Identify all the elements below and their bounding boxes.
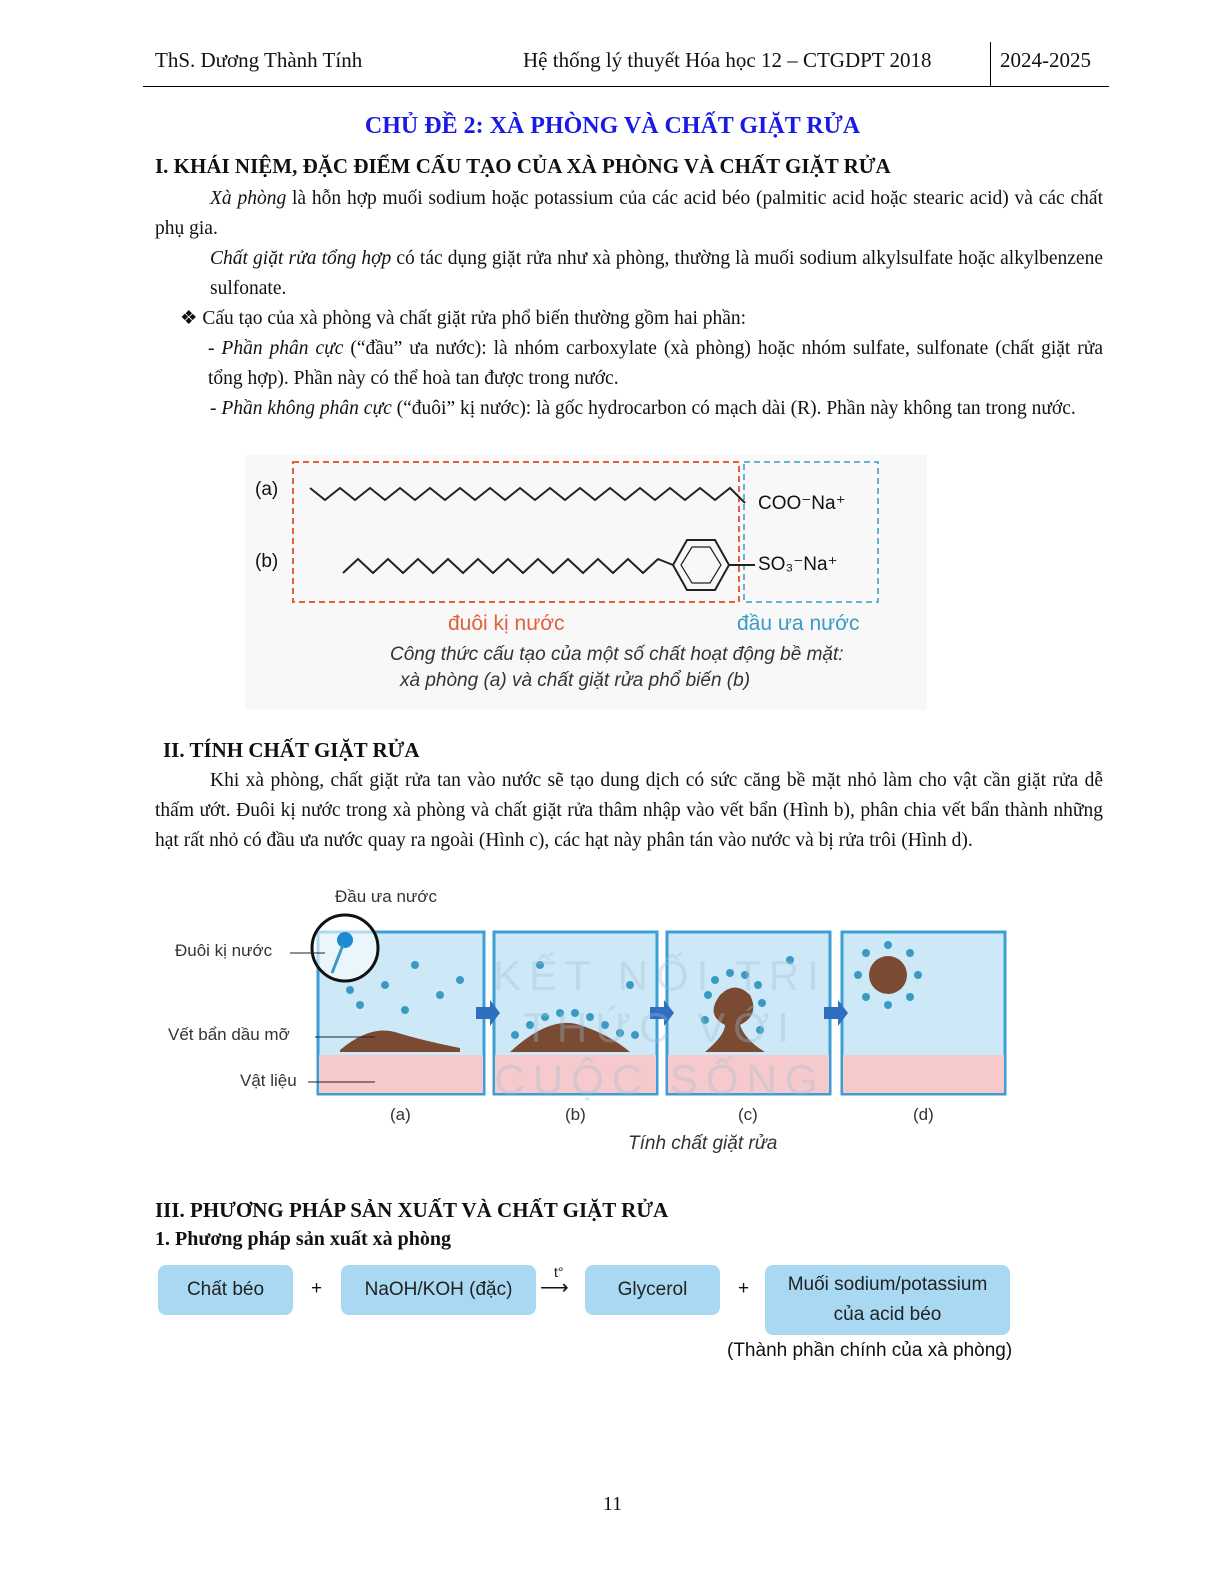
head-box [744, 462, 878, 602]
tail-label: Đuôi kị nước [175, 941, 273, 960]
figure-surfactant-structure [245, 455, 927, 710]
box-fat: Chất béo [158, 1265, 293, 1315]
term: Xà phòng [210, 188, 287, 209]
section-1-heading: I. KHÁI NIỆM, ĐẶC ĐIỂM CẤU TẠO CỦA XÀ PHÒNG VÀ CHẤT GIẶT RỬA [155, 154, 891, 178]
formula-b: SO₃⁻Na⁺ [758, 554, 838, 575]
text: (“đuôi” kị nước): là gốc hydrocarbon có mạch dài (R). Phần này không tan trong nước. [391, 398, 1076, 419]
label-a: (a) [255, 479, 279, 500]
paragraph-polar-part [208, 334, 1103, 394]
term: - Phần không phân cực [210, 398, 392, 419]
paragraph-soap-definition [155, 184, 1103, 244]
text: là hỗn hợp muối sodium hoặc potassium của các acid béo (palmitic acid hoặc stearic acid) và các chất phụ gia. [155, 188, 1103, 239]
formula-a: COO⁻Na⁺ [758, 493, 846, 514]
plus-sign: + [311, 1278, 323, 1299]
figure-caption: Tính chất giặt rửa [628, 1133, 778, 1154]
caption-line-1: Công thức cấu tạo của một số chất hoạt động bề mặt: [390, 644, 844, 665]
label-b: (b) [255, 551, 279, 572]
header-divider [990, 42, 991, 86]
text: (“đầu” ưa nước): là nhóm carboxylate (xà phòng) hoặc nhóm sulfate, sulfonate (chất giặt rửa tổng hợp). Phần này có thể hoà tan được trong nước. [208, 338, 1104, 389]
panel-label-c: (c) [738, 1105, 758, 1124]
figure-cleaning-process [160, 885, 1015, 1195]
paragraph-nonpolar-part [155, 394, 1103, 424]
condition-temperature: t° [554, 1264, 564, 1280]
section-2-heading: II. TÍNH CHẤT GIẶT RỬA [163, 738, 420, 762]
page-number: 11 [602, 1493, 623, 1515]
panel-label-a: (a) [390, 1105, 411, 1124]
box-naoh: NaOH/KOH (đặc) [341, 1265, 536, 1315]
reaction-arrow-icon: ⟶ [540, 1277, 569, 1299]
tail-label: đuôi kị nước [448, 612, 565, 635]
bullet-structure [180, 304, 1103, 334]
text: Cấu tạo của xà phòng và chất giặt rửa phổ biến thường gồm hai phần: [202, 308, 747, 329]
box-glycerol: Glycerol [585, 1265, 720, 1315]
salt-line-1: Muối sodium/potassium [787, 1274, 988, 1295]
header-series: Hệ thống lý thuyết Hóa học 12 – CTGDPT 2018 [523, 48, 932, 72]
head-label: Đầu ưa nước [335, 887, 437, 906]
paragraph-detergent-definition [210, 244, 1103, 304]
salt-line-2: của acid béo [833, 1304, 942, 1325]
section-3-heading: III. PHƯƠNG PHÁP SẢN XUẤT VÀ CHẤT GIẶT RỬA [155, 1198, 669, 1222]
salt-note: (Thành phần chính của xà phòng) [727, 1340, 1013, 1361]
benzene-inner [681, 547, 721, 583]
head-label: đầu ưa nước [737, 612, 860, 635]
header-year: 2024-2025 [1000, 48, 1091, 72]
box-salt [765, 1265, 1010, 1335]
tail-box [293, 462, 739, 602]
subsection-heading: 1. Phương pháp sản xuất xà phòng [155, 1228, 451, 1250]
caption-line-2: xà phòng (a) và chất giặt rửa phổ biến (b) [400, 670, 751, 691]
term: Chất giặt rửa tổng hợp [210, 248, 392, 269]
chain-a [310, 488, 745, 503]
header-rule [143, 86, 1109, 87]
stain-label: Vết bẩn dầu mỡ [168, 1025, 290, 1044]
panel-label-b: (b) [565, 1105, 586, 1124]
chain-b [343, 559, 673, 573]
material-label: Vật liệu [240, 1071, 297, 1090]
plus-sign-2: + [738, 1278, 750, 1299]
term: - Phần phân cực [208, 338, 344, 359]
page-title: CHỦ ĐỀ 2: XÀ PHÒNG VÀ CHẤT GIẶT RỬA [364, 113, 861, 139]
diamond-bullet-icon: ❖ [180, 308, 203, 329]
header-author: ThS. Dương Thành Tính [155, 48, 363, 72]
paragraph-cleaning-property: Khi xà phòng, chất giặt rửa tan vào nước sẽ tạo dung dịch có sức căng bề mặt nhỏ làm cho vật cần giặt rửa dễ thấm ướt. Đuôi kị nước trong xà phòng và chất giặt rửa thâm nhập vào vết bẩn (Hình b), phân chia vết bẩn thành những hạt rất nhỏ có đầu ưa nước quay ra ngoài (Hình c), các hạt này phân tán vào nước và bị rửa trôi (Hình d). [155, 770, 1103, 851]
panel-label-d: (d) [913, 1105, 934, 1124]
text: có tác dụng giặt rửa như xà phòng, thường là muối sodium alkylsulfate hoặc alkylbenzene sulfonate. [210, 248, 1103, 299]
watermark: KẾT NỐI TRI THỨC VỚI CUỘC SỐNG [493, 952, 827, 1103]
